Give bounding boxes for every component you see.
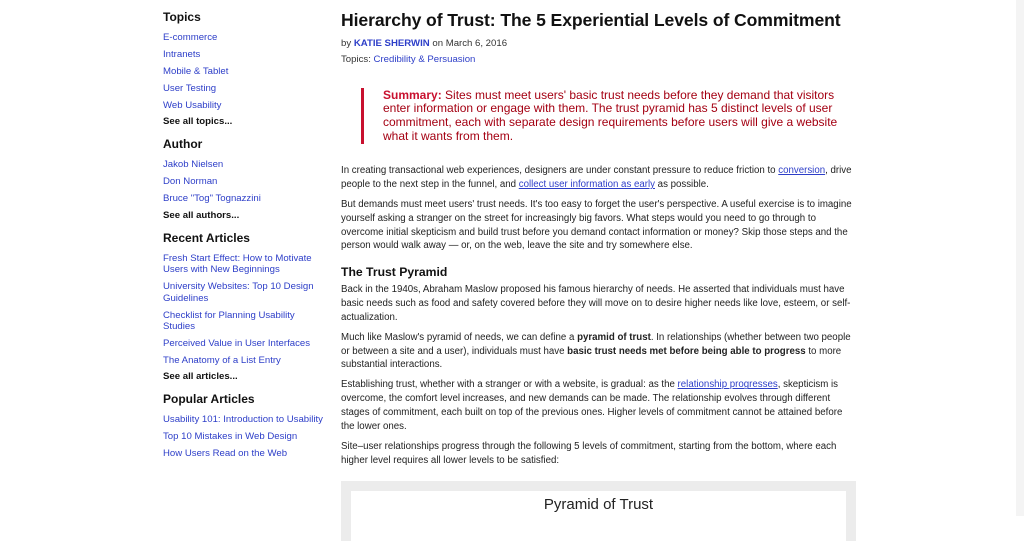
author-link-norman[interactable]: Don Norman (163, 176, 218, 188)
figure-title: Pyramid of Trust (543, 496, 654, 514)
summary-block (361, 88, 856, 145)
paragraph-maslow: Back in the 1940s, Abraham Maslow proposed his famous hierarchy of needs. He asserted that individuals must have basic needs such as food and safety covered before they will move on to desire higher needs like love, esteem, or self-actualization. (341, 284, 851, 323)
relationship-progresses-link[interactable]: relationship progresses (677, 379, 778, 391)
topic-link-user-testing[interactable]: User Testing (163, 82, 217, 94)
collect-info-link[interactable]: collect user information as early (518, 179, 655, 191)
author-heading: Author (163, 137, 203, 152)
see-all-authors-link[interactable]: See all authors... (163, 210, 240, 222)
text: as possible. (654, 179, 709, 191)
see-all-articles-link[interactable]: See all articles... (163, 371, 238, 383)
publish-date: on March 6, 2016 (432, 38, 508, 49)
section-heading-trust-pyramid: The Trust Pyramid (341, 265, 448, 280)
sidebar (163, 0, 328, 468)
paragraph-intro (341, 164, 856, 192)
text: Much like Maslow's pyramid of needs, we can define a (341, 331, 578, 343)
popular-article-link[interactable]: Usability 101: Introduction to Usability (163, 414, 323, 426)
recent-articles-heading: Recent Articles (163, 231, 250, 246)
author-link[interactable]: KATIE SHERWIN (353, 38, 430, 49)
text: Establishing trust, whether with a stranger or with a website, is gradual: as the (341, 379, 678, 391)
article-title: Hierarchy of Trust: The 5 Experiential Levels of Commitment (341, 10, 841, 30)
text: to more substantial interactions. (341, 345, 842, 371)
topics-label: Topics: (341, 53, 371, 65)
pyramid-figure (341, 481, 856, 541)
popular-article-link[interactable]: Top 10 Mistakes in Web Design (163, 431, 298, 443)
scrollbar[interactable] (1016, 0, 1024, 516)
paragraph-demands: But demands must meet users' trust needs. It's too easy to forget the user's perspective. A useful exercise is to imagine yourself asking a stranger on the street for increasingly big favors. What steps would you need to go through to overcome initial skepticism and build trust before you demand contact information or money? Skip those steps and the person would walk away — or, on the web, leave the site and try somewhere else. (341, 199, 852, 252)
emphasis: basic trust needs met before being able to progress (567, 345, 806, 357)
figure-canvas (351, 491, 846, 541)
topics-section (163, 11, 328, 127)
paragraph-levels: Site–user relationships progress through the following 5 levels of commitment, starting from the bottom, where each higher level requires all lower levels to be satisfied: (341, 440, 837, 466)
author-link-nielsen[interactable]: Jakob Nielsen (163, 159, 224, 171)
topic-link-mobile[interactable]: Mobile & Tablet (163, 65, 229, 77)
article (341, 0, 856, 541)
summary-text: Sites must meet users' basic trust needs before they demand that visitors enter information or engage with them. The trust pyramid has 5 distinct levels of user commitment, each with separate design requirements before users will give a website what it wants from them. (383, 87, 838, 143)
conversion-link[interactable]: conversion (778, 165, 826, 177)
recent-article-link[interactable]: Perceived Value in User Interfaces (163, 337, 310, 349)
recent-article-link[interactable]: Fresh Start Effect: How to Motivate Users with New Beginnings (163, 253, 312, 276)
recent-articles-section (163, 232, 328, 382)
popular-article-link[interactable]: How Users Read on the Web (163, 448, 288, 460)
topic-link-credibility[interactable]: Credibility & Persuasion (373, 53, 476, 65)
summary-label: Summary: (383, 87, 442, 102)
popular-articles-section (163, 393, 328, 459)
byline-by: by (341, 38, 352, 49)
topic-link-web-usability[interactable]: Web Usability (163, 99, 222, 111)
paragraph-gradual (341, 378, 856, 433)
topics-heading: Topics (163, 10, 201, 24)
text: . In relationships (whether between two people or between a site and a user), individuals must have (341, 331, 851, 357)
popular-articles-heading: Popular Articles (163, 392, 255, 407)
text: , skepticism is overcome, the comfort level increases, and new demands can be made. The relationship evolves through different stages of commitment, each built on top of the previous ones. Higher levels of commitment cannot be attained before the lower ones. (341, 379, 843, 432)
text: , drive people to the next step in the funnel, and (341, 165, 852, 191)
article-topics (341, 54, 856, 66)
see-all-topics-link[interactable]: See all topics... (163, 116, 233, 128)
byline (341, 38, 856, 50)
topic-link-ecommerce[interactable]: E-commerce (163, 32, 218, 43)
topic-link-intranets[interactable]: Intranets (163, 48, 201, 60)
author-section (163, 138, 328, 221)
recent-article-link[interactable]: University Websites: Top 10 Design Guidelines (163, 281, 314, 304)
author-link-tognazzini[interactable]: Bruce "Tog" Tognazzini (163, 193, 261, 205)
recent-article-link[interactable]: The Anatomy of a List Entry (163, 354, 281, 366)
text: In creating transactional web experiences, designers are under constant pressure to reduce friction to (341, 165, 779, 177)
paragraph-pyramid (341, 331, 856, 372)
emphasis: pyramid of trust (577, 331, 651, 343)
recent-article-link[interactable]: Checklist for Planning Usability Studies (163, 309, 295, 332)
